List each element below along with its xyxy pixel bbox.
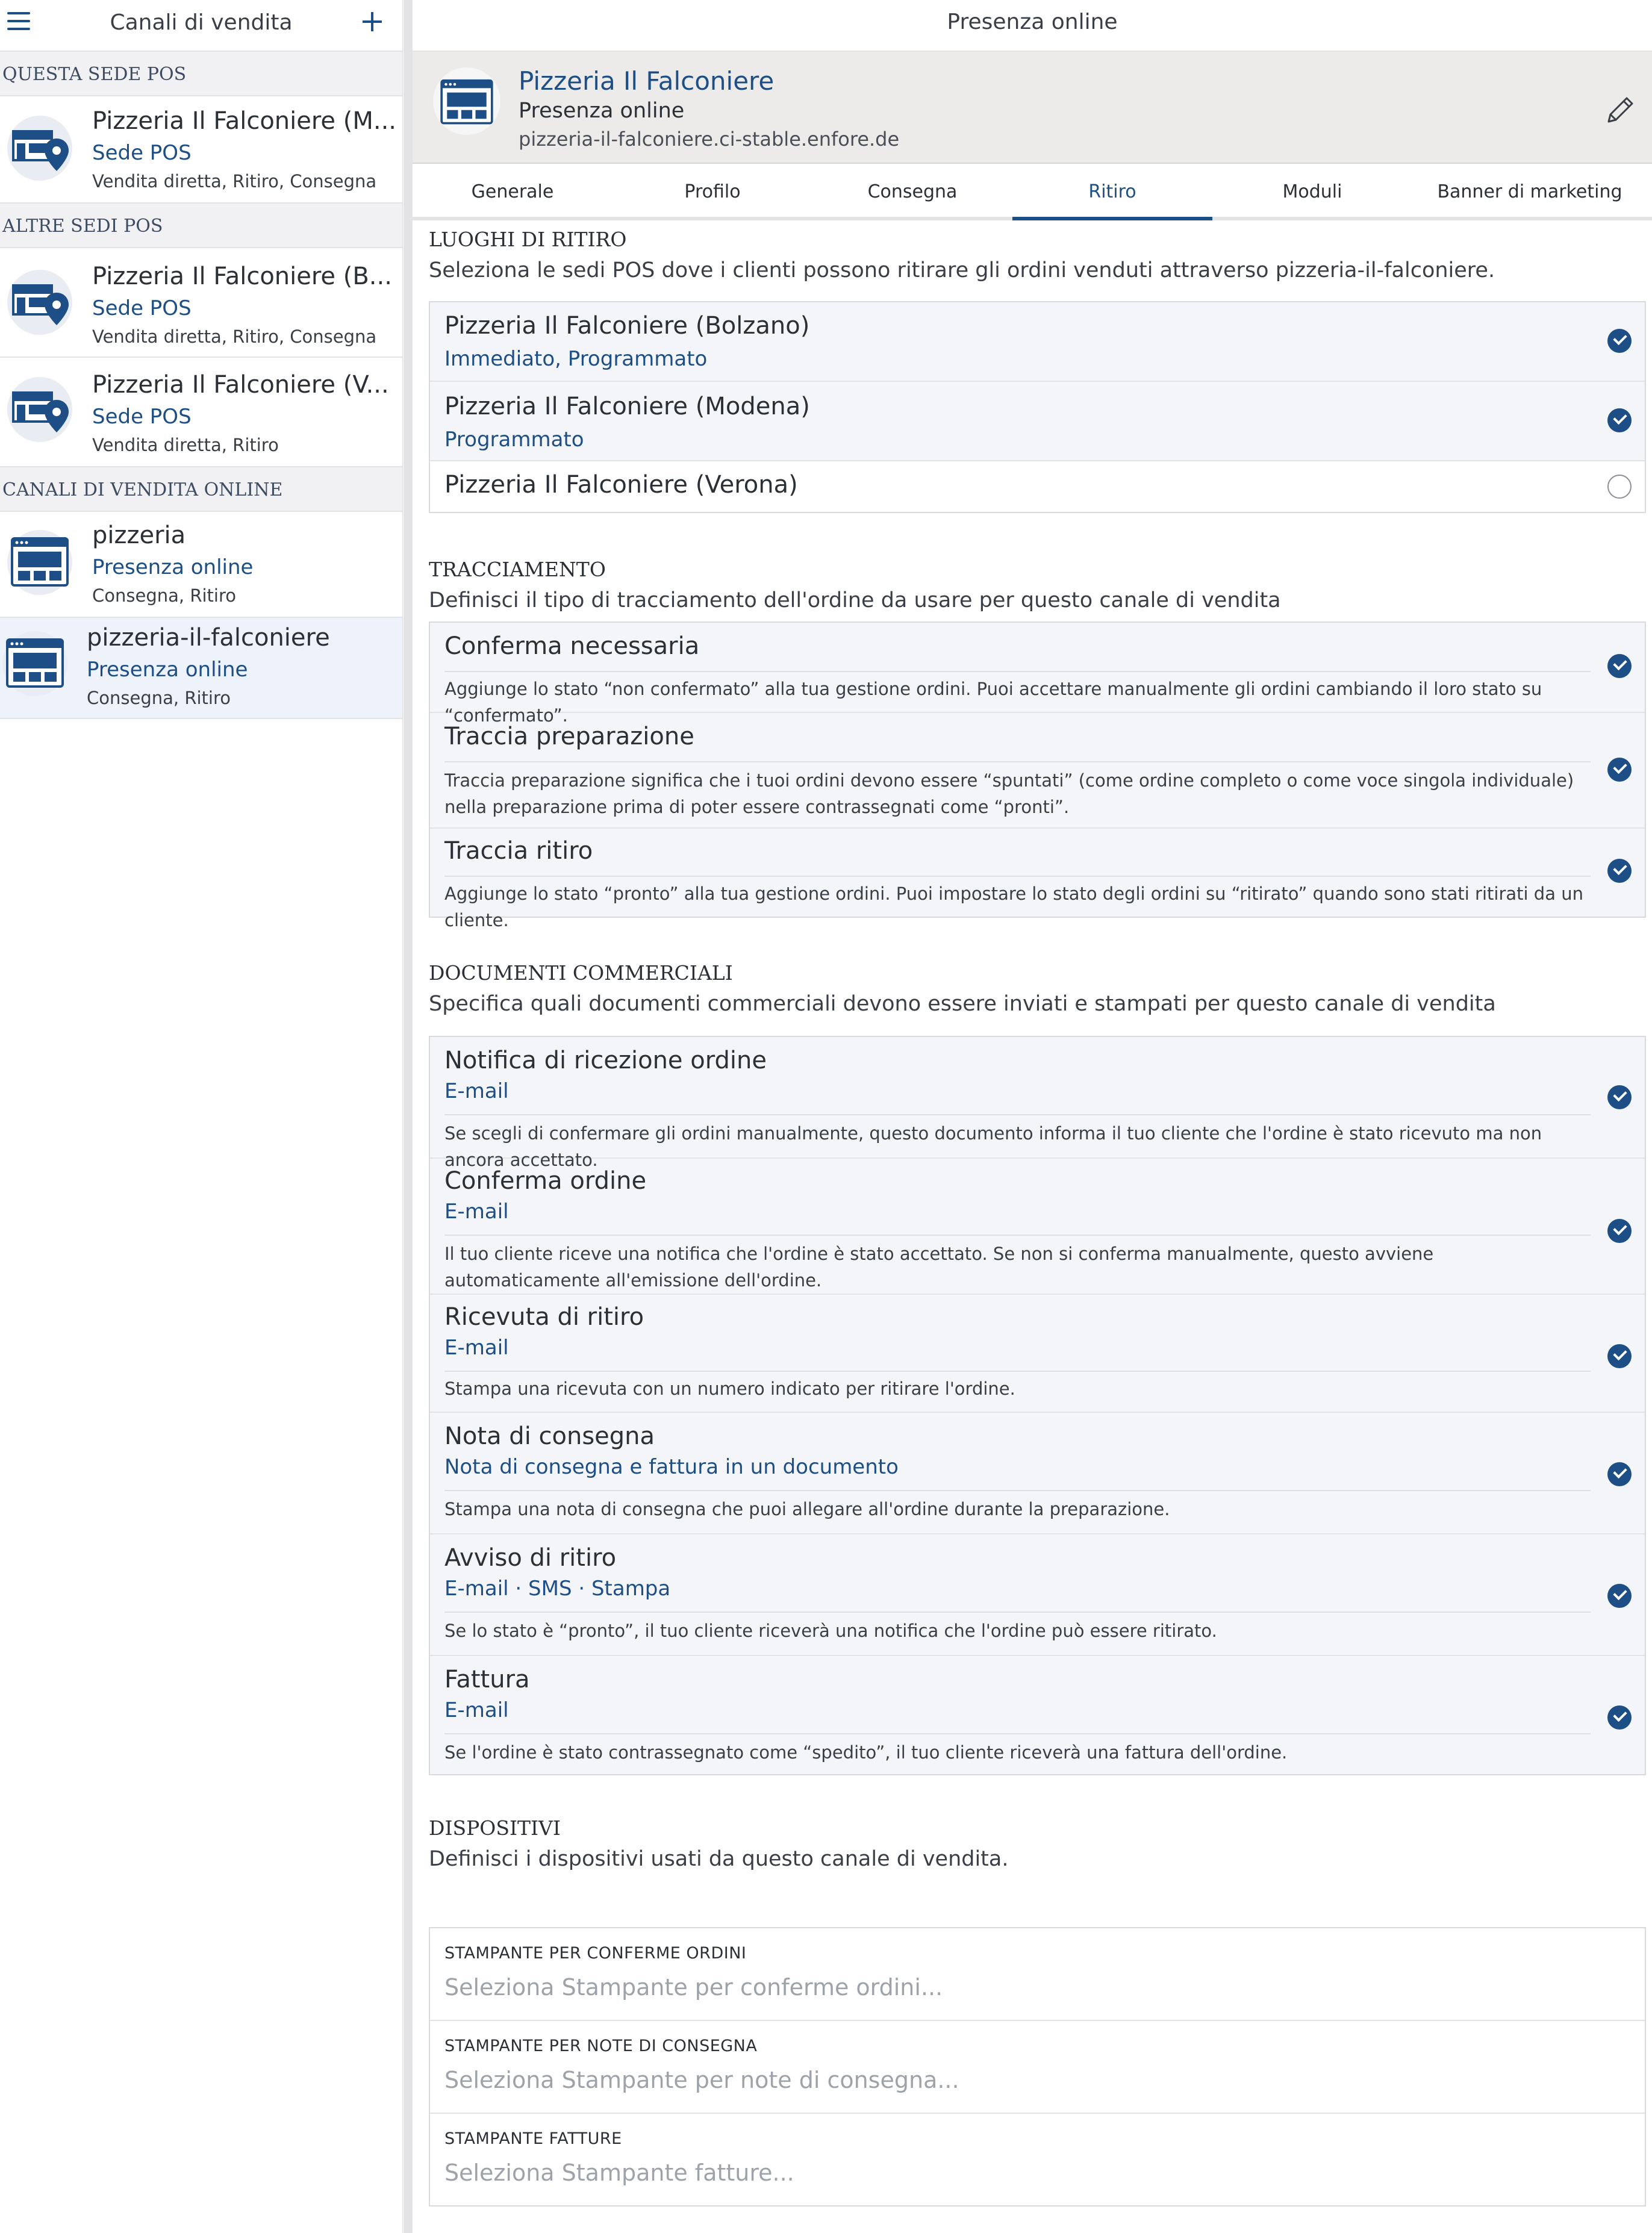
delivery-note-printer-select[interactable]	[444, 2063, 1630, 2097]
sidebar-item-modes: Vendita diretta, Ritiro, Consegna	[92, 326, 377, 347]
devices-form	[429, 1927, 1646, 2207]
option-title: Traccia ritiro	[444, 837, 593, 865]
sidebar-item-name: Pizzeria Il Falconiere (B...	[92, 263, 392, 290]
document-title: Conferma ordine	[444, 1167, 647, 1195]
channel-name: Pizzeria Il Falconiere	[519, 66, 775, 96]
checked-icon[interactable]	[1607, 408, 1632, 432]
pickup-location-row[interactable]	[430, 461, 1645, 512]
location-modes: Programmato	[444, 428, 584, 452]
section-description: Definisci i dispositivi usati da questo canale di vendita.	[429, 1847, 1009, 1871]
location-name: Pizzeria Il Falconiere (Verona)	[444, 471, 798, 499]
tab-bar	[413, 164, 1652, 220]
sidebar-item-name: pizzeria-il-falconiere	[87, 624, 330, 652]
section-title: DISPOSITIVI	[429, 1816, 561, 1840]
devices-section	[429, 1816, 1651, 1871]
sidebar-item-type: Presenza online	[87, 658, 248, 682]
document-description: Stampa una ricevuta con un numero indicato per ritirare l'ordine.	[444, 1378, 1015, 1399]
tab-moduli[interactable]: Moduli	[1282, 181, 1342, 202]
pickup-location-row[interactable]	[430, 302, 1645, 382]
sidebar-item-modes: Consegna, Ritiro	[87, 688, 231, 708]
option-title: Traccia preparazione	[444, 723, 694, 750]
option-description: Aggiunge lo stato “pronto” alla tua gestione ordini. Puoi impostare lo stato degli ordini su “ritirato” quando sono stati ritirati da un cliente.	[444, 883, 1583, 930]
browser-window-icon	[7, 530, 72, 595]
document-row[interactable]	[430, 1656, 1645, 1774]
checked-icon[interactable]	[1607, 1584, 1632, 1608]
document-channels: E-mail · SMS · Stampa	[444, 1577, 671, 1601]
row-divider	[444, 671, 1591, 672]
document-channels: E-mail	[444, 1336, 509, 1360]
sidebar-item-falconiere-b[interactable]	[0, 248, 402, 358]
sidebar-item-modes: Consegna, Ritiro	[92, 585, 236, 606]
tab-profilo[interactable]: Profilo	[684, 181, 741, 202]
document-title: Notifica di ricezione ordine	[444, 1047, 767, 1074]
checked-icon[interactable]	[1607, 758, 1632, 782]
row-divider	[444, 876, 1591, 877]
sidebar-item-type: Sede POS	[92, 141, 192, 165]
document-channels: E-mail	[444, 1200, 509, 1224]
document-row[interactable]	[430, 1037, 1645, 1170]
channel-url: pizzeria-il-falconiere.ci-stable.enfore.de	[519, 128, 900, 151]
document-title: Ricevuta di ritiro	[444, 1303, 644, 1331]
document-row[interactable]	[430, 1159, 1645, 1295]
section-title: LUOGHI DI RITIRO	[429, 228, 627, 251]
sidebar-item-pizzeria[interactable]	[0, 512, 402, 618]
document-channels: E-mail	[444, 1698, 509, 1722]
field-label: STAMPANTE FATTURE	[444, 2129, 622, 2148]
order-confirmation-printer-field	[430, 1928, 1645, 2021]
order-confirmation-printer-select[interactable]	[444, 1970, 1630, 2004]
checked-icon[interactable]	[1607, 654, 1632, 678]
section-description: Seleziona le sedi POS dove i clienti possono ritirare gli ordini venduti attraverso pizzeria-il-falconiere.	[429, 258, 1495, 282]
sidebar-item-name: Pizzeria Il Falconiere (V...	[92, 371, 389, 399]
channel-type: Presenza online	[519, 99, 685, 123]
document-title: Avviso di ritiro	[444, 1544, 617, 1572]
checked-icon[interactable]	[1607, 1085, 1632, 1109]
invoice-printer-field	[430, 2114, 1645, 2205]
sidebar-item-pizzeria-il-falconiere[interactable]	[0, 618, 402, 719]
document-description: Il tuo cliente riceve una notifica che l'ordine è stato accettato. Se non si conferma manualmente, questo avviene automaticamente all'emissione dell'ordine.	[444, 1244, 1434, 1291]
delivery-note-printer-field	[430, 2021, 1645, 2114]
section-header-this-pos: QUESTA SEDE POS	[0, 52, 402, 96]
document-description: Se l'ordine è stato contrassegnato come “spedito”, il tuo cliente riceverà una fattura dell'ordine.	[444, 1742, 1288, 1763]
section-header-other-pos: ALTRE SEDI POS	[0, 204, 402, 248]
channel-profile-header	[413, 52, 1652, 164]
tracking-section	[429, 558, 1651, 612]
invoice-printer-select[interactable]	[444, 2156, 1630, 2190]
option-title: Conferma necessaria	[444, 632, 700, 660]
document-row[interactable]	[430, 1295, 1645, 1413]
document-channels: E-mail	[444, 1079, 509, 1103]
sidebar-title: Canali di vendita	[110, 10, 293, 35]
checked-icon[interactable]	[1607, 1462, 1632, 1486]
pickup-locations-list	[429, 301, 1646, 513]
document-row[interactable]	[430, 1534, 1645, 1656]
browser-window-icon	[433, 67, 500, 135]
option-description: Aggiunge lo stato “non confermato” alla tua gestione ordini. Puoi accettare manualmente gli ordini cambiando il loro stato su “confermato”.	[444, 679, 1542, 726]
store-location-icon	[7, 270, 72, 335]
field-label: STAMPANTE PER NOTE DI CONSEGNA	[444, 2037, 758, 2055]
document-description: Se scegli di confermare gli ordini manualmente, questo documento informa il tuo cliente che l'ordine è stato ricevuto ma non ancora accettato.	[444, 1123, 1542, 1170]
main-title: Presenza online	[413, 0, 1652, 52]
field-label: STAMPANTE PER CONFERME ORDINI	[444, 1944, 747, 1963]
sidebar-item-type: Sede POS	[92, 405, 192, 429]
pane-divider[interactable]	[404, 0, 413, 2233]
sales-channels-sidebar	[0, 0, 403, 2233]
checked-icon[interactable]	[1607, 1344, 1632, 1368]
checked-icon[interactable]	[1607, 1705, 1632, 1730]
unchecked-radio-icon[interactable]	[1607, 475, 1632, 499]
documents-section	[429, 961, 1651, 1016]
checked-icon[interactable]	[1607, 329, 1632, 353]
store-location-icon	[7, 377, 72, 442]
location-modes: Immediato, Programmato	[444, 347, 708, 371]
checked-icon[interactable]	[1607, 859, 1632, 883]
sidebar-item-modes: Vendita diretta, Ritiro, Consegna	[92, 171, 377, 192]
checked-icon[interactable]	[1607, 1219, 1632, 1243]
tracking-option-row[interactable]	[430, 713, 1645, 829]
sidebar-item-falconiere-m[interactable]	[0, 96, 402, 204]
document-channels: Nota di consegna e fattura in un documento	[444, 1455, 899, 1479]
add-channel-icon[interactable]	[360, 10, 384, 34]
sidebar-item-name: pizzeria	[92, 522, 186, 549]
browser-window-icon	[2, 631, 67, 696]
sidebar-header	[0, 0, 402, 52]
sidebar-item-type: Presenza online	[92, 555, 254, 579]
row-divider	[444, 1733, 1591, 1734]
section-title: DOCUMENTI COMMERCIALI	[429, 961, 733, 985]
tab-ritiro[interactable]: Ritiro	[1012, 164, 1212, 220]
edit-pencil-icon[interactable]	[1603, 92, 1639, 128]
tracking-option-row[interactable]	[430, 623, 1645, 726]
row-divider	[444, 1114, 1591, 1115]
row-divider	[444, 761, 1591, 762]
document-description: Se lo stato è “pronto”, il tuo cliente riceverà una notifica che l'ordine può essere ritirato.	[444, 1621, 1217, 1641]
row-divider	[444, 1371, 1591, 1372]
option-description: Traccia preparazione significa che i tuoi ordini devono essere “spuntati” (come ordine completo o come voce singola individuale) nella preparazione prima di poter essere contrassegnati come “pronti”.	[444, 770, 1574, 817]
sidebar-item-modes: Vendita diretta, Ritiro	[92, 435, 279, 455]
location-name: Pizzeria Il Falconiere (Modena)	[444, 393, 810, 420]
document-title: Fattura	[444, 1666, 530, 1693]
row-divider	[444, 1235, 1591, 1236]
row-divider	[444, 1612, 1591, 1613]
row-divider	[444, 1490, 1591, 1491]
location-name: Pizzeria Il Falconiere (Bolzano)	[444, 312, 810, 340]
tab-consegna[interactable]: Consegna	[867, 181, 958, 202]
section-title: TRACCIAMENTO	[429, 558, 606, 581]
section-description: Specifica quali documenti commerciali devono essere inviati e stampati per questo canale di vendita	[429, 992, 1496, 1016]
store-location-icon	[7, 116, 72, 181]
main-panel	[413, 0, 1652, 2233]
pickup-location-row[interactable]	[430, 382, 1645, 461]
tab-generale[interactable]: Generale	[471, 181, 554, 202]
document-title: Nota di consegna	[444, 1422, 655, 1450]
tracking-option-row[interactable]	[430, 829, 1645, 930]
tab-banner-marketing[interactable]: Banner di marketing	[1437, 181, 1622, 202]
document-row[interactable]	[430, 1413, 1645, 1534]
pickup-locations-section	[429, 228, 1651, 282]
documents-list	[429, 1036, 1646, 1775]
sidebar-item-name: Pizzeria Il Falconiere (M...	[92, 107, 397, 135]
tracking-options-list	[429, 621, 1646, 930]
document-description: Stampa una nota di consegna che puoi allegare all'ordine durante la preparazione.	[444, 1499, 1170, 1519]
sidebar-item-falconiere-v[interactable]	[0, 358, 402, 467]
sidebar-item-type: Sede POS	[92, 296, 192, 320]
section-header-online: CANALI DI VENDITA ONLINE	[0, 467, 402, 512]
section-description: Definisci il tipo di tracciamento dell'ordine da usare per questo canale di vendita	[429, 588, 1281, 612]
